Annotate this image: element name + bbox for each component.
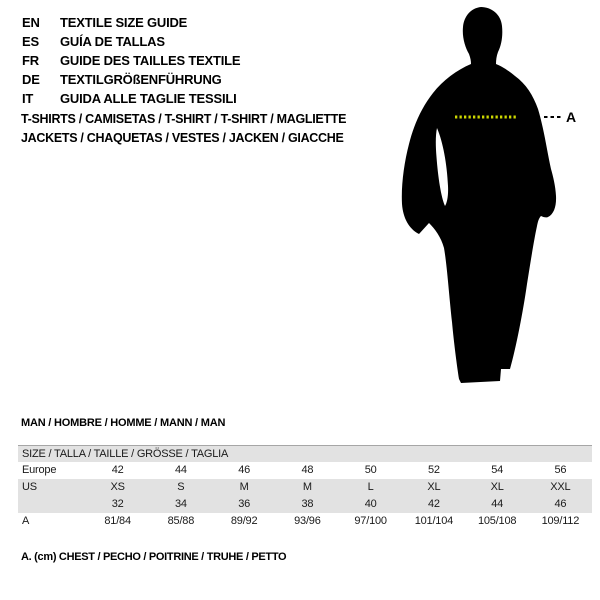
lang-code: FR <box>22 53 39 68</box>
size-cell: 105/108 <box>477 515 517 527</box>
size-table-header: SIZE / TALLA / TAILLE / GRÖSSE / TAGLIA <box>18 445 592 462</box>
man-body-shape <box>402 7 556 383</box>
size-cell: 34 <box>174 498 187 510</box>
language-title-list <box>22 13 240 108</box>
size-row-numeric <box>18 496 592 513</box>
size-cell: 42 <box>427 498 440 510</box>
size-cell: 38 <box>301 498 314 510</box>
size-cell: 40 <box>364 498 377 510</box>
size-row-chest-cm <box>18 513 592 530</box>
lang-label: GUÍA DE TALLAS <box>60 34 165 49</box>
lang-row-de <box>22 70 240 89</box>
lang-label: GUIDA ALLE TAGLIE TESSILI <box>60 91 237 106</box>
garment-type-lines <box>21 110 346 148</box>
size-cell: L <box>367 481 374 493</box>
lang-label: GUIDE DES TAILLES TEXTILE <box>60 53 241 68</box>
size-cell: M <box>239 481 249 493</box>
size-cell: 32 <box>111 498 124 510</box>
lang-label: TEXTILE SIZE GUIDE <box>60 15 188 30</box>
size-cell: 97/100 <box>354 515 387 527</box>
size-cell: 46 <box>238 464 251 476</box>
size-cell: XL <box>427 481 441 493</box>
row-label: Europe <box>22 464 57 476</box>
size-cell: 48 <box>301 464 314 476</box>
size-cell: 52 <box>427 464 440 476</box>
section-title-man: MAN / HOMBRE / HOMME / MANN / MAN <box>21 417 226 429</box>
row-label <box>18 496 86 513</box>
lang-row-fr <box>22 51 240 70</box>
lang-code: EN <box>22 15 40 30</box>
size-cell: 36 <box>238 498 251 510</box>
size-cell: 101/104 <box>414 515 454 527</box>
size-table <box>18 445 592 530</box>
size-cell: 93/96 <box>294 515 321 527</box>
size-cell: XS <box>110 481 125 493</box>
lang-label: TEXTILGRÖßENFÜHRUNG <box>60 72 222 87</box>
size-cell: 85/88 <box>167 515 195 527</box>
man-silhouette <box>395 0 580 405</box>
size-cell: XXL <box>550 481 571 493</box>
measurement-label-a: A <box>566 109 577 125</box>
lang-code: ES <box>22 34 39 49</box>
size-cell: 56 <box>554 464 567 476</box>
size-cell: 89/92 <box>230 515 258 527</box>
size-cell: 81/84 <box>104 515 131 527</box>
size-cell: S <box>177 481 185 493</box>
lang-code: DE <box>22 72 40 87</box>
size-cell: 109/112 <box>541 515 580 527</box>
size-cell: 46 <box>554 498 567 510</box>
row-label: A <box>22 515 30 527</box>
size-row-europe <box>18 462 592 479</box>
measurement-footnote: A. (cm) CHEST / PECHO / POITRINE / TRUHE / PETTO <box>21 551 287 563</box>
row-label: US <box>22 481 37 493</box>
lang-row-it <box>22 89 240 108</box>
lang-code: IT <box>22 91 34 106</box>
size-cell: 44 <box>491 498 504 510</box>
size-cell: 54 <box>491 464 504 476</box>
lang-row-en <box>22 13 240 32</box>
size-cell: 44 <box>174 464 187 476</box>
size-row-us <box>18 479 592 496</box>
garment-line-jackets: JACKETS / CHAQUETAS / VESTES / JACKEN / GIACCHE <box>21 131 344 145</box>
lang-row-es <box>22 32 240 51</box>
size-cell: M <box>302 481 312 493</box>
size-cell: 50 <box>364 464 377 476</box>
size-cell: 42 <box>111 464 124 476</box>
garment-line-tshirts: T-SHIRTS / CAMISETAS / T-SHIRT / T-SHIRT / MAGLIETTE <box>21 112 347 126</box>
size-cell: XL <box>490 481 504 493</box>
